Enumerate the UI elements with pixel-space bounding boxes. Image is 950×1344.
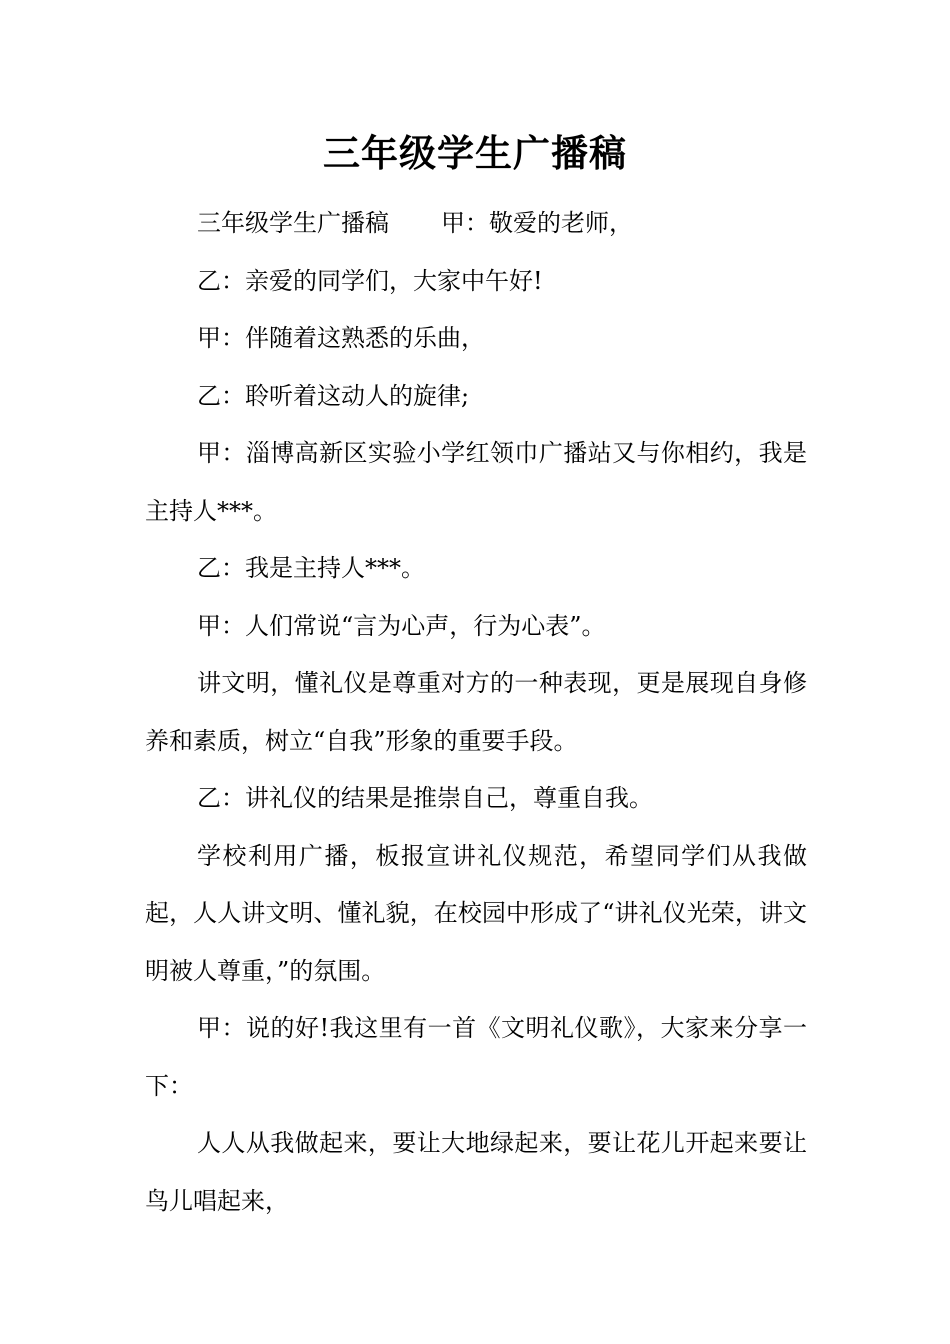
paragraph: 甲：伴随着这熟悉的乐曲， [197,324,485,352]
paragraph: 甲：淄博高新区实验小学红领巾广播站又与你相约，我是主持人***。 [145,439,807,525]
paragraph-text: 甲：敬爱的老师， [441,209,633,237]
paragraph: 乙：讲礼仪的结果是推崇自己，尊重自我。 [197,784,653,812]
paragraph: 甲：人们常说“言为心声，行为心表”。 [197,611,606,640]
paragraph: 学校利用广播，板报宣讲礼仪规范，希望同学们从我做起，人人讲文明、懂礼貌，在校园中形成了“讲礼仪光荣，讲文明被人尊重，”的氛围。 [145,841,807,985]
paragraph [145,195,807,253]
paragraph: 乙：我是主持人***。 [197,554,425,582]
paragraph: 讲文明，懂礼仪是尊重对方的一种表现，更是展现自身修养和素质，树立“自我”形象的重要手段。 [145,669,807,755]
paragraph: 乙：聆听着这动人的旋律; [197,381,470,410]
document-title: 三年级学生广播稿 [323,132,627,175]
document-body [145,195,807,1230]
paragraph-heading: 三年级学生广播稿 [197,209,389,237]
paragraph: 人人从我做起来，要让大地绿起来，要让花儿开起来要让鸟儿唱起来， [145,1129,807,1215]
paragraph: 甲：说的好!我这里有一首《文明礼仪歌》，大家来分享一下： [145,1014,807,1100]
paragraph: 乙：亲爱的同学们，大家中午好! [197,266,543,295]
